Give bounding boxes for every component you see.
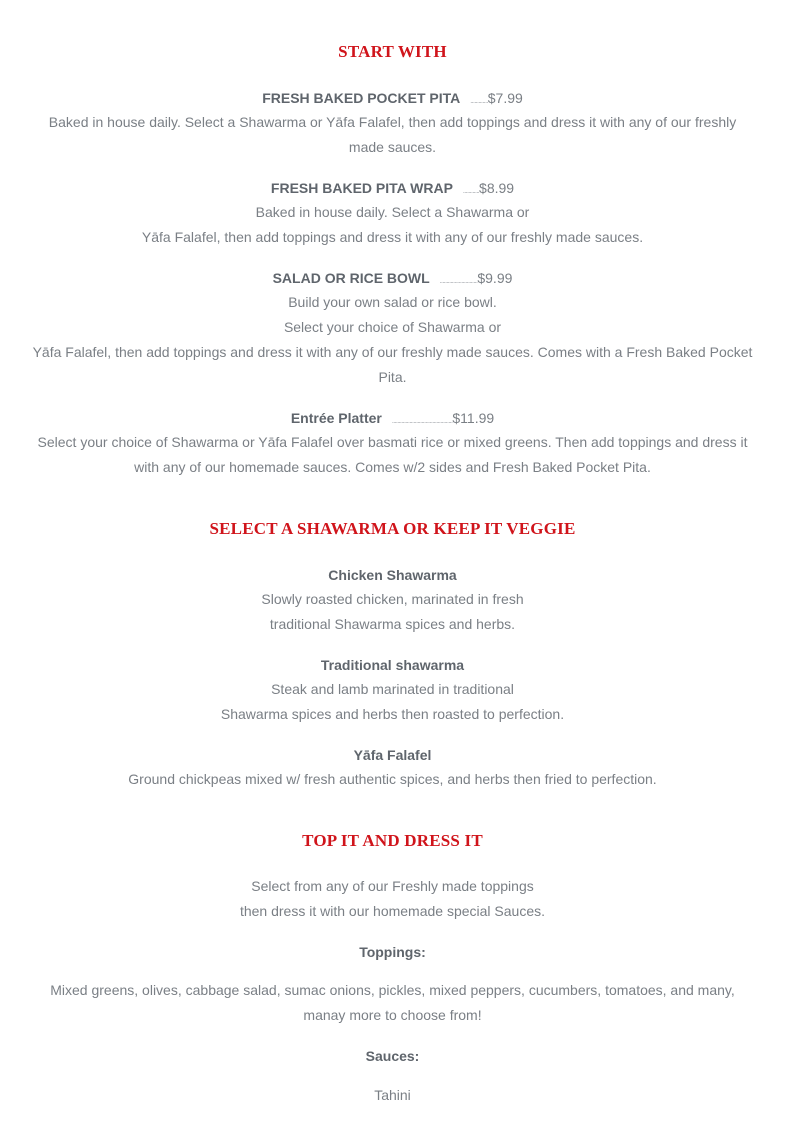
description-line: Yāfa Falafel, then add toppings and dress it with any of our freshly made sauces. Comes with a Fresh Baked Pocket (32, 344, 753, 360)
menu-item-entree-platter (0, 408, 785, 432)
description-line: traditional Shawarma spices and herbs. (269, 616, 516, 632)
toppings-label: Toppings: (359, 944, 426, 960)
item-name: FRESH BAKED POCKET PITA (262, 90, 461, 106)
menu-item-salad-rice-bowl (0, 268, 785, 292)
description-line: Tahini (374, 1087, 411, 1103)
description-line: Baked in house daily. Select a Shawarma or (255, 204, 530, 220)
sauces-label: Sauces: (365, 1048, 420, 1064)
item-name-traditional-shawarma: Traditional shawarma (320, 657, 465, 673)
price-leader-dots: ............. (470, 98, 488, 105)
description-line: then dress it with our homemade special Sauces. (239, 903, 546, 919)
toppings-list (12, 978, 773, 1028)
sauces-list (12, 1083, 773, 1108)
description-line: Select from any of our Freshly made toppings (251, 878, 534, 894)
item-description (12, 677, 773, 727)
item-price: $9.99 (477, 270, 513, 286)
item-name: Entrée Platter (290, 410, 382, 426)
item-price: $7.99 (487, 90, 523, 106)
description-line: made sauces. (348, 139, 437, 155)
price-leader-dots: ............................ (439, 278, 478, 285)
description-line: Select your choice of Shawarma or Yāfa Falafel over basmati rice or mixed greens. Then add toppings and dress it (37, 434, 748, 450)
item-description (12, 587, 773, 637)
item-description (12, 110, 773, 160)
description-line: Yāfa Falafel, then add toppings and dress it with any of our freshly made sauces. (141, 229, 644, 245)
menu-item-pita-wrap (0, 178, 785, 202)
item-name: SALAD OR RICE BOWL (272, 270, 430, 286)
price-leader-dots: ............ (462, 188, 480, 195)
item-description (12, 290, 773, 390)
item-name-yafa-falafel: Yāfa Falafel (353, 747, 432, 763)
description-line: Build your own salad or rice bowl. (288, 294, 497, 310)
item-description (12, 430, 773, 480)
description-line: manay more to choose from! (303, 1007, 482, 1023)
item-description (12, 767, 773, 792)
price-leader-dots: ............................................. (391, 418, 453, 425)
menu-item-pocket-pita (0, 88, 785, 112)
item-price: $8.99 (479, 180, 515, 196)
description-line: Pita. (378, 369, 407, 385)
description-line: Select your choice of Shawarma or (283, 319, 502, 335)
description-line: Mixed greens, olives, cabbage salad, sumac onions, pickles, mixed peppers, cucumbers, tomatoes, and many, (50, 982, 735, 998)
item-description (12, 200, 773, 250)
description-line: Steak and lamb marinated in traditional (271, 681, 514, 697)
section-title-start-with: START WITH (338, 42, 447, 61)
section-title-top-it: TOP IT AND DRESS IT (302, 831, 483, 850)
description-line: Baked in house daily. Select a Shawarma or Yāfa Falafel, then add toppings and dress it with any of our freshly (48, 114, 737, 130)
description-line: Ground chickpeas mixed w/ fresh authentic spices, and herbs then fried to perfection. (128, 771, 657, 787)
description-line: with any of our homemade sauces. Comes w/2 sides and Fresh Baked Pocket Pita. (134, 459, 651, 475)
description-line: Slowly roasted chicken, marinated in fresh (261, 591, 524, 607)
toppings-intro (12, 874, 773, 924)
description-line: Shawarma spices and herbs then roasted to perfection. (220, 706, 565, 722)
section-title-select-shawarma: SELECT A SHAWARMA OR KEEP IT VEGGIE (209, 519, 576, 538)
item-price: $11.99 (452, 410, 495, 426)
item-name: FRESH BAKED PITA WRAP (270, 180, 453, 196)
item-name-chicken-shawarma: Chicken Shawarma (328, 567, 457, 583)
